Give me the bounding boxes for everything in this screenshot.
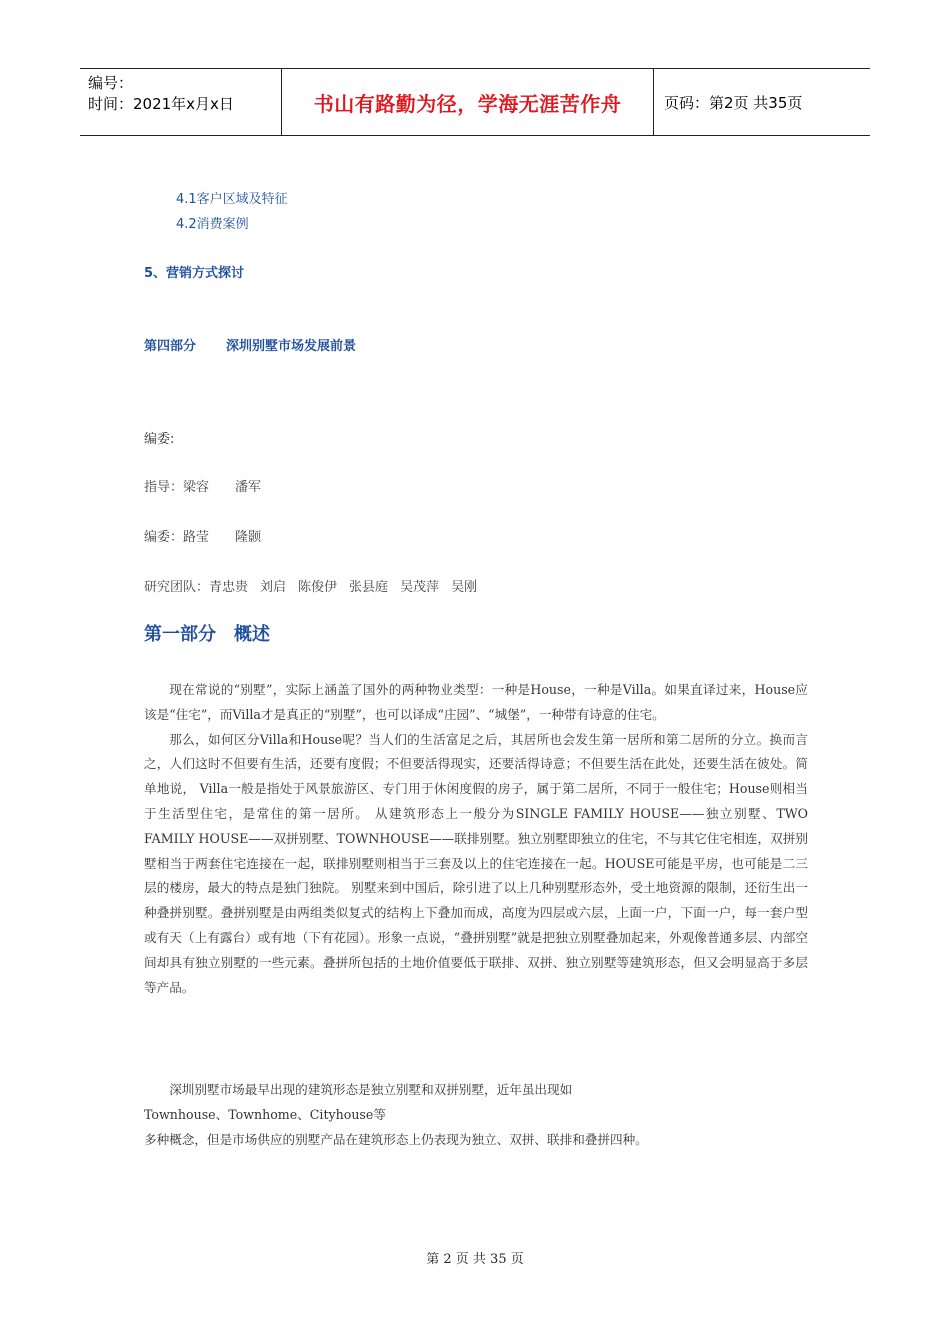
toc-item-5[interactable]: 5、营销方式探讨 (144, 266, 245, 281)
paragraph-1: 现在常说的“别墅”，实际上涵盖了国外的两种物业类型：一种是House，一种是Villa。如果直译过来，House应该是“住宅”，而Villa才是真正的“别墅”，也可以译成“庄园”、“城堡”，一种带有诗意的住宅。 (144, 682, 808, 722)
guide-name-2: 潘军 (235, 480, 262, 495)
editor-label: 编委：路莹 (144, 530, 210, 545)
part4-title: 第四部分 (144, 339, 197, 354)
guide-label: 指导：梁容 (144, 480, 210, 495)
team-line (144, 576, 489, 595)
page-info-text: 页码：第2页 共35页 (664, 93, 803, 112)
time-label: 时间：2021年x月x日 (88, 95, 234, 113)
team-member: 吴刚 (451, 580, 478, 595)
page-header (80, 68, 870, 136)
header-page-info (654, 69, 870, 135)
guide-line (144, 476, 287, 495)
closing-line-2: Townhouse、Townhome、Cityhouse等 (144, 1107, 386, 1122)
team-member: 吴茂萍 (400, 580, 440, 595)
team-member: 张县庭 (349, 580, 389, 595)
editor-line (144, 526, 287, 545)
header-motto-cell (282, 69, 654, 135)
team-label: 研究团队：青忠贵 (144, 580, 249, 595)
toc-item-4-1[interactable]: 4.1客户区域及特征 (176, 192, 288, 207)
header-meta (80, 69, 282, 135)
team-member: 陈俊伊 (298, 580, 338, 595)
toc-item-4-2[interactable]: 4.2消费案例 (176, 217, 249, 232)
page-footer (0, 1248, 950, 1267)
editors-heading: 编委: (144, 432, 175, 447)
part1-heading (144, 620, 270, 646)
team-member: 刘启 (260, 580, 287, 595)
paragraph-2: 那么，如何区分Villa和House呢？当人们的生活富足之后，其居所也会发生第一居所和第二居所的分立。换而言之，人们这时不但要有生活，还要有度假；不但要活得现实，还要活得诗意；不但要生活在此处，还要生活在彼处。简单地说， Villa一般是指处于风景旅游区、专门用于休闲度假的房子，属于第二居所，不同于一般住宅；House则相当于生活型住宅，是常住的第一居所。 从建筑形态上一般分为SINGLE FAMILY HOUSE——独立别墅、TWO FAMILY HOUSE——双拼别墅、TOWNHOUSE——联排别墅。独立别墅即独立的住宅，不与其它住宅相连，双拼别墅相当于两套住宅连接在一起，联排别墅则相当于三套及以上的住宅连接在一起。HOUSE可能是平房，也可能是二三层的楼房，最大的特点是独门独院。 别墅来到中国后，除引进了以上几种别墅形态外，受土地资源的限制，还衍生出一种叠拼别墅。叠拼别墅是由两组类似复式的结构上下叠加而成，高度为四层或六层，上面一户，下面一户，每一套户型或有天（上有露台）或有地（下有花园）。形象一点说，“叠拼别墅”就是把独立别墅叠加起来，外观像普通多层、内部空间却具有独立别墅的一些元素。叠拼所包括的土地价值要低于联排、双拼、独立别墅等建筑形态，但又会明显高于多层等产品。 (144, 731, 808, 995)
body-text (144, 678, 808, 1000)
editor-name-2: 隆颢 (235, 530, 262, 545)
footer-page-number: 第 2 页 共 35 页 (426, 1252, 524, 1267)
part4-subtitle: 深圳别墅市场发展前景 (226, 339, 357, 354)
toc-part4[interactable] (144, 335, 356, 354)
part1-subtitle: 概述 (234, 624, 270, 645)
number-label: 编号： (88, 74, 134, 92)
closing-line-3: 多种概念，但是市场供应的别墅产品在建筑形态上仍表现为独立、双拼、联排和叠拼四种。 (144, 1132, 648, 1147)
closing-line-1: 深圳别墅市场最早出现的建筑形态是独立别墅和双拼别墅，近年虽出现如 (169, 1082, 573, 1097)
part1-title: 第一部分 (144, 624, 216, 645)
motto-text: 书山有路勤为径，学海无涯苦作舟 (313, 91, 622, 116)
